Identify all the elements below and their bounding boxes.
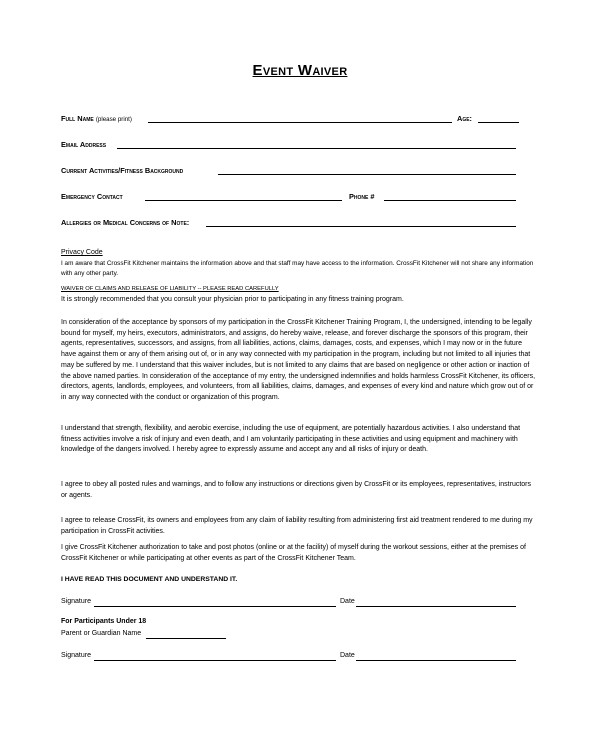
allergies-line[interactable] bbox=[206, 226, 516, 227]
minors-heading: For Participants Under 18 bbox=[61, 618, 147, 625]
privacy-text: I am aware that CrossFit Kitchener maintains the information above and that staff may have access to the information. CrossFit Kitchener will not share any information with any other party. bbox=[61, 259, 534, 277]
signature-label: Signature bbox=[61, 598, 91, 605]
guardian-label: Parent or Guardian Name bbox=[61, 630, 142, 637]
waiver-paragraph-3: I agree to obey all posted rules and warnings, and to follow any instructions or directions given by CrossFit or its employees, representatives, instructors or agents. bbox=[61, 481, 532, 499]
guardian-date-line[interactable] bbox=[356, 660, 516, 661]
guardian-line[interactable] bbox=[146, 638, 226, 639]
full-name-hint: (please print) bbox=[95, 116, 132, 123]
guardian-signature-label: Signature bbox=[61, 652, 91, 659]
waiver-paragraph-2: I understand that strength, flexibility, and aerobic exercise, including the use of equipment, are potentially hazardous activities. I also understand that fitness activities involve a risk of injury and even death, and I am voluntarily participating in these activities and using equipment and machinery with knowledge of the dangers involved. I hereby agree to expressly assume and accept any and all risks of injury or death. bbox=[61, 425, 521, 454]
activities-line[interactable] bbox=[218, 174, 516, 175]
waiver-paragraph-5: I give CrossFit Kitchener authorization to take and post photos (online or at the facility) of myself during the workout sessions, either at the premises of CrossFit Kitchener or while participating at other events as part of the CrossFit Kitchener Team. bbox=[61, 544, 526, 562]
waiver-paragraph-4: I agree to release CrossFit, its owners and employees from any claim of liability resulting from administering first aid treatment rendered to me during my participation in CrossFit activities. bbox=[61, 517, 533, 535]
allergies-label: Allergies or Medical Concerns of Note: bbox=[61, 218, 190, 227]
signature-line[interactable] bbox=[94, 606, 336, 607]
waiver-heading: WAIVER OF CLAIMS AND RELEASE OF LIABILITY -- PLEASE READ CAREFULLY bbox=[61, 286, 279, 292]
activities-label: Current Activities/Fitness Background bbox=[61, 166, 184, 175]
emergency-line[interactable] bbox=[145, 200, 342, 201]
date-label: Date bbox=[340, 598, 355, 605]
full-name-line[interactable] bbox=[148, 122, 452, 123]
emergency-label: Emergency Contact bbox=[61, 192, 123, 201]
waiver-intro: It is strongly recommended that you consult your physician prior to participating in any fitness training program. bbox=[61, 295, 404, 303]
phone-label: Phone # bbox=[349, 192, 375, 201]
full-name-label: Full Name (please print) bbox=[61, 114, 132, 123]
document-title bbox=[0, 62, 600, 79]
acknowledge-text: I HAVE READ THIS DOCUMENT AND UNDERSTAND IT. bbox=[61, 576, 238, 583]
waiver-heading-section bbox=[61, 284, 539, 305]
title-text: Event Waiver bbox=[252, 62, 348, 79]
email-label: Email Address bbox=[61, 140, 107, 149]
age-line[interactable] bbox=[478, 122, 519, 123]
privacy-heading: Privacy Code bbox=[61, 249, 103, 256]
guardian-date-label: Date bbox=[340, 652, 355, 659]
date-line[interactable] bbox=[356, 606, 516, 607]
age-label: Age: bbox=[457, 114, 473, 123]
waiver-paragraph-1: In consideration of the acceptance by sponsors of my participation in the CrossFit Kitchener Training Program, I, the undersigned, intending to be legally bound for myself, my heirs, executors, administrators, and assigns, do hereby waive, release, and forever discharge the sponsors of this program, their agents, representatives, successors, and assigns, from all liabilities, actions, claims, damages, costs, and expenses, which I may now or in the future have against them or any of them arising out of, or in any way connected with my participation in the program, including but not limited to all injuries that may be suffered by me. I understand that this waiver includes, but is not limited to any claims that are based on negligence or other action or inaction of the above named parties. In consideration of the acceptance of my entry, the undersigned indemnifies and holds harmless CrossFit Kitchener, its officers, directors, agents, landlords, employees, and volunteers, from all liabilities, claims, damages, and expenses of every kind and nature which grow out of or in any way connected with the conduct or organization of this program. bbox=[61, 319, 536, 401]
email-line[interactable] bbox=[117, 148, 516, 149]
guardian-signature-line[interactable] bbox=[94, 660, 336, 661]
privacy-section bbox=[61, 248, 539, 279]
phone-line[interactable] bbox=[384, 200, 516, 201]
